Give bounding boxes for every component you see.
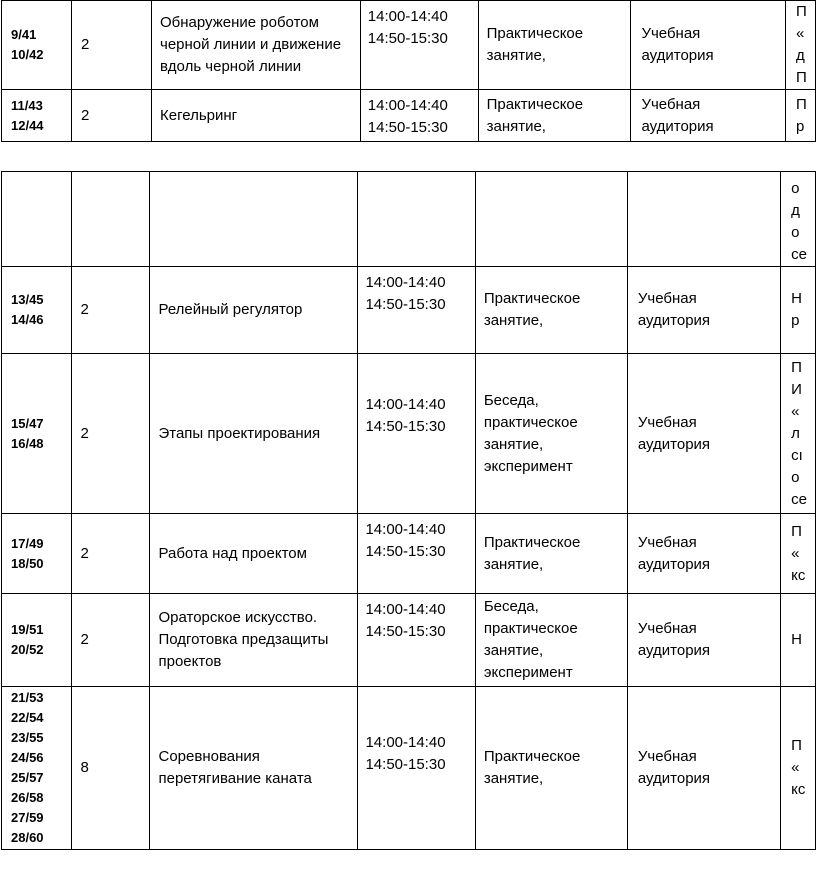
lesson-number-line: 9/41 [11,27,37,42]
place-cell [627,172,780,267]
time-cell [358,687,475,850]
place-cell-line: аудитория [641,117,714,135]
lesson-number-line: 23/55 [11,730,44,745]
time-cell [358,594,475,687]
table-row [2,267,816,354]
lesson-number [2,172,72,267]
form-cell-line: эксперимент [483,457,573,475]
topic-cell [150,267,358,354]
time-cell-line: 14:00-14:40 [365,734,446,751]
place-cell [627,594,780,687]
place-cell-line: Учебная [641,95,701,113]
topic-cell-line: Подготовка предзащиты [158,631,329,648]
time-cell [360,1,478,90]
hours-cell: 2 [71,1,151,90]
time-cell-line: 14:50-15:30 [365,296,446,313]
topic-cell [152,1,361,90]
extra-cell [781,687,816,850]
topic-cell-line: черной линии и движение [160,36,342,53]
table-row [2,354,816,514]
lesson-number-line: 20/52 [11,642,44,657]
extra-cell [781,267,816,354]
extra-cell-line: сı [791,446,803,464]
topic-cell-line: Обнаружение роботом [160,14,319,31]
extra-cell-line: П [791,358,802,376]
form-cell [478,90,631,142]
lesson-number-line: 17/49 [11,535,44,551]
form-cell-line: Практическое [483,748,581,765]
extra-cell-line: « [791,759,800,776]
lesson-number [2,594,72,687]
time-cell-line: 14:00-14:40 [367,97,448,114]
place-cell [627,514,780,594]
time-cell-line: 14:00-14:40 [365,396,446,413]
topic-cell [152,90,361,142]
form-cell [475,172,627,267]
time-cell-line: 14:00-14:40 [365,601,446,618]
place-cell [627,687,780,850]
form-cell [475,354,627,514]
form-cell-line: занятие, [483,312,544,329]
place-cell [627,354,780,514]
place-cell-line: аудитория [637,555,711,573]
lesson-number-line: 19/51 [11,622,44,637]
extra-cell [781,172,816,267]
extra-cell-line: П [795,95,807,113]
place-cell-line: Учебная [637,413,697,431]
time-cell [360,90,478,142]
extra-cell-line: кс [791,566,806,584]
lesson-number [2,90,72,142]
extra-cell-line: се [791,490,807,508]
place-cell [631,1,786,90]
lesson-number-line: 10/42 [11,47,44,62]
extra-cell-line: о [791,224,800,241]
form-cell-line: практическое [483,620,578,637]
extra-cell-line: л [791,424,800,442]
place-cell-line: аудитория [641,47,714,64]
extra-cell-line: д [791,202,800,219]
lesson-number [2,354,72,514]
time-cell-line: 14:00-14:40 [365,521,446,538]
extra-cell [781,514,816,594]
extra-cell [781,354,816,514]
topic-cell-line: Релейный регулятор [158,301,303,318]
extra-cell-line: о [791,468,800,486]
time-cell-line: 14:00-14:40 [365,274,446,291]
schedule-table-main [1,171,816,850]
form-cell-line: занятие, [483,555,544,573]
extra-cell-line: « [791,544,800,562]
extra-cell-line: П [791,522,802,540]
schedule-table-top [1,0,816,142]
lesson-number [2,514,72,594]
form-cell-line: Практическое [483,290,581,307]
form-cell-line: Практическое [483,533,581,551]
lesson-number-line: 27/59 [11,810,44,825]
lesson-number [2,1,72,90]
form-cell-line: Практическое [486,95,584,113]
time-cell [358,514,475,594]
form-cell-line: занятие, [483,642,544,659]
form-cell-line: Беседа, [483,598,539,615]
extra-cell-line: П [795,3,807,20]
extra-cell [785,1,815,90]
time-cell [358,354,475,514]
form-cell-line: Практическое [486,25,584,42]
form-cell-line: эксперимент [483,664,573,681]
form-cell-line: Беседа, [483,391,539,409]
time-cell [358,172,475,267]
lesson-number-line: 26/58 [11,790,44,805]
topic-cell-line: Ораторское искусство. [158,609,318,626]
lesson-number-line: 24/56 [11,750,44,765]
lesson-number-line: 15/47 [11,415,44,431]
form-cell [478,1,631,90]
lesson-number-line: 22/54 [11,710,44,725]
extra-cell-line: П [795,69,807,86]
lesson-number [2,267,72,354]
lesson-number-line: 12/44 [11,117,44,133]
hours-cell: 2 [71,514,150,594]
lesson-number-line: 18/50 [11,555,44,571]
form-cell-line: практическое [483,413,578,431]
topic-cell-line: Кегельринг [160,106,238,124]
topic-cell [150,172,358,267]
hours-cell: 2 [71,90,151,142]
extra-cell [785,90,815,142]
extra-cell-line: д [795,47,805,64]
place-cell-line: аудитория [637,642,711,659]
table-row [2,687,816,850]
topic-cell-line: перетягивание каната [158,770,312,787]
table-row [2,90,816,142]
lesson-number-line: 11/43 [11,97,43,113]
lesson-number-line: 13/45 [11,292,44,307]
hours-cell: 2 [71,594,150,687]
lesson-number-line: 21/53 [11,690,44,705]
extra-cell-line: « [795,25,805,42]
extra-cell-line: И [791,380,802,398]
topic-cell-line: Этапы проектирования [158,424,321,442]
form-cell [475,514,627,594]
extra-cell-line: П [791,737,802,754]
time-cell-line: 14:50-15:30 [365,756,446,773]
time-cell-line: 14:50-15:30 [365,623,446,640]
form-cell-line: занятие, [483,435,544,453]
form-cell-line: занятие, [486,47,546,64]
hours-cell [71,172,150,267]
form-cell [475,687,627,850]
form-cell-line: занятие, [486,117,546,135]
lesson-number [2,687,72,850]
place-cell-line: аудитория [637,435,711,453]
form-cell-line: занятие, [483,770,544,787]
place-cell-line: Учебная [637,748,697,765]
topic-cell [150,514,358,594]
table-row [2,1,816,90]
time-cell-line: 14:50-15:30 [367,119,448,136]
time-cell [358,267,475,354]
topic-cell [150,354,358,514]
place-cell-line: Учебная [637,290,697,307]
extra-cell-line: о [791,180,800,197]
place-cell [631,90,786,142]
lesson-number-line: 25/57 [11,770,44,785]
form-cell [475,594,627,687]
lesson-number-line: 14/46 [11,312,44,327]
place-cell-line: аудитория [637,770,711,787]
form-cell [475,267,627,354]
extra-cell-line: Н [791,631,802,648]
extra-cell-line: « [791,402,800,420]
lesson-number-line: 28/60 [11,830,44,845]
time-cell-line: 14:00-14:40 [367,8,448,25]
extra-cell-line: р [791,312,800,329]
hours-cell: 8 [71,687,150,850]
extra-cell-line: кс [791,781,806,798]
topic-cell-line: Работа над проектом [158,544,307,562]
time-cell-line: 14:50-15:30 [365,543,446,560]
extra-cell-line: р [795,117,805,135]
time-cell-line: 14:50-15:30 [367,30,448,47]
topic-cell-line: проектов [158,653,222,670]
topic-cell-line: Соревнования [158,748,260,765]
table-row [2,594,816,687]
place-cell-line: Учебная [641,25,701,42]
place-cell [627,267,780,354]
time-cell-line: 14:50-15:30 [365,418,446,435]
lesson-number-line: 16/48 [11,435,44,451]
hours-cell: 2 [71,267,150,354]
extra-cell-line: Н [791,290,802,307]
table-row [2,172,816,267]
place-cell-line: Учебная [637,620,697,637]
place-cell-line: аудитория [637,312,711,329]
extra-cell [781,594,816,687]
extra-cell-line: се [791,246,807,263]
table-row [2,514,816,594]
topic-cell [150,687,358,850]
topic-cell [150,594,358,687]
hours-cell: 2 [71,354,150,514]
topic-cell-line: вдоль черной линии [160,58,302,75]
place-cell-line: Учебная [637,533,697,551]
